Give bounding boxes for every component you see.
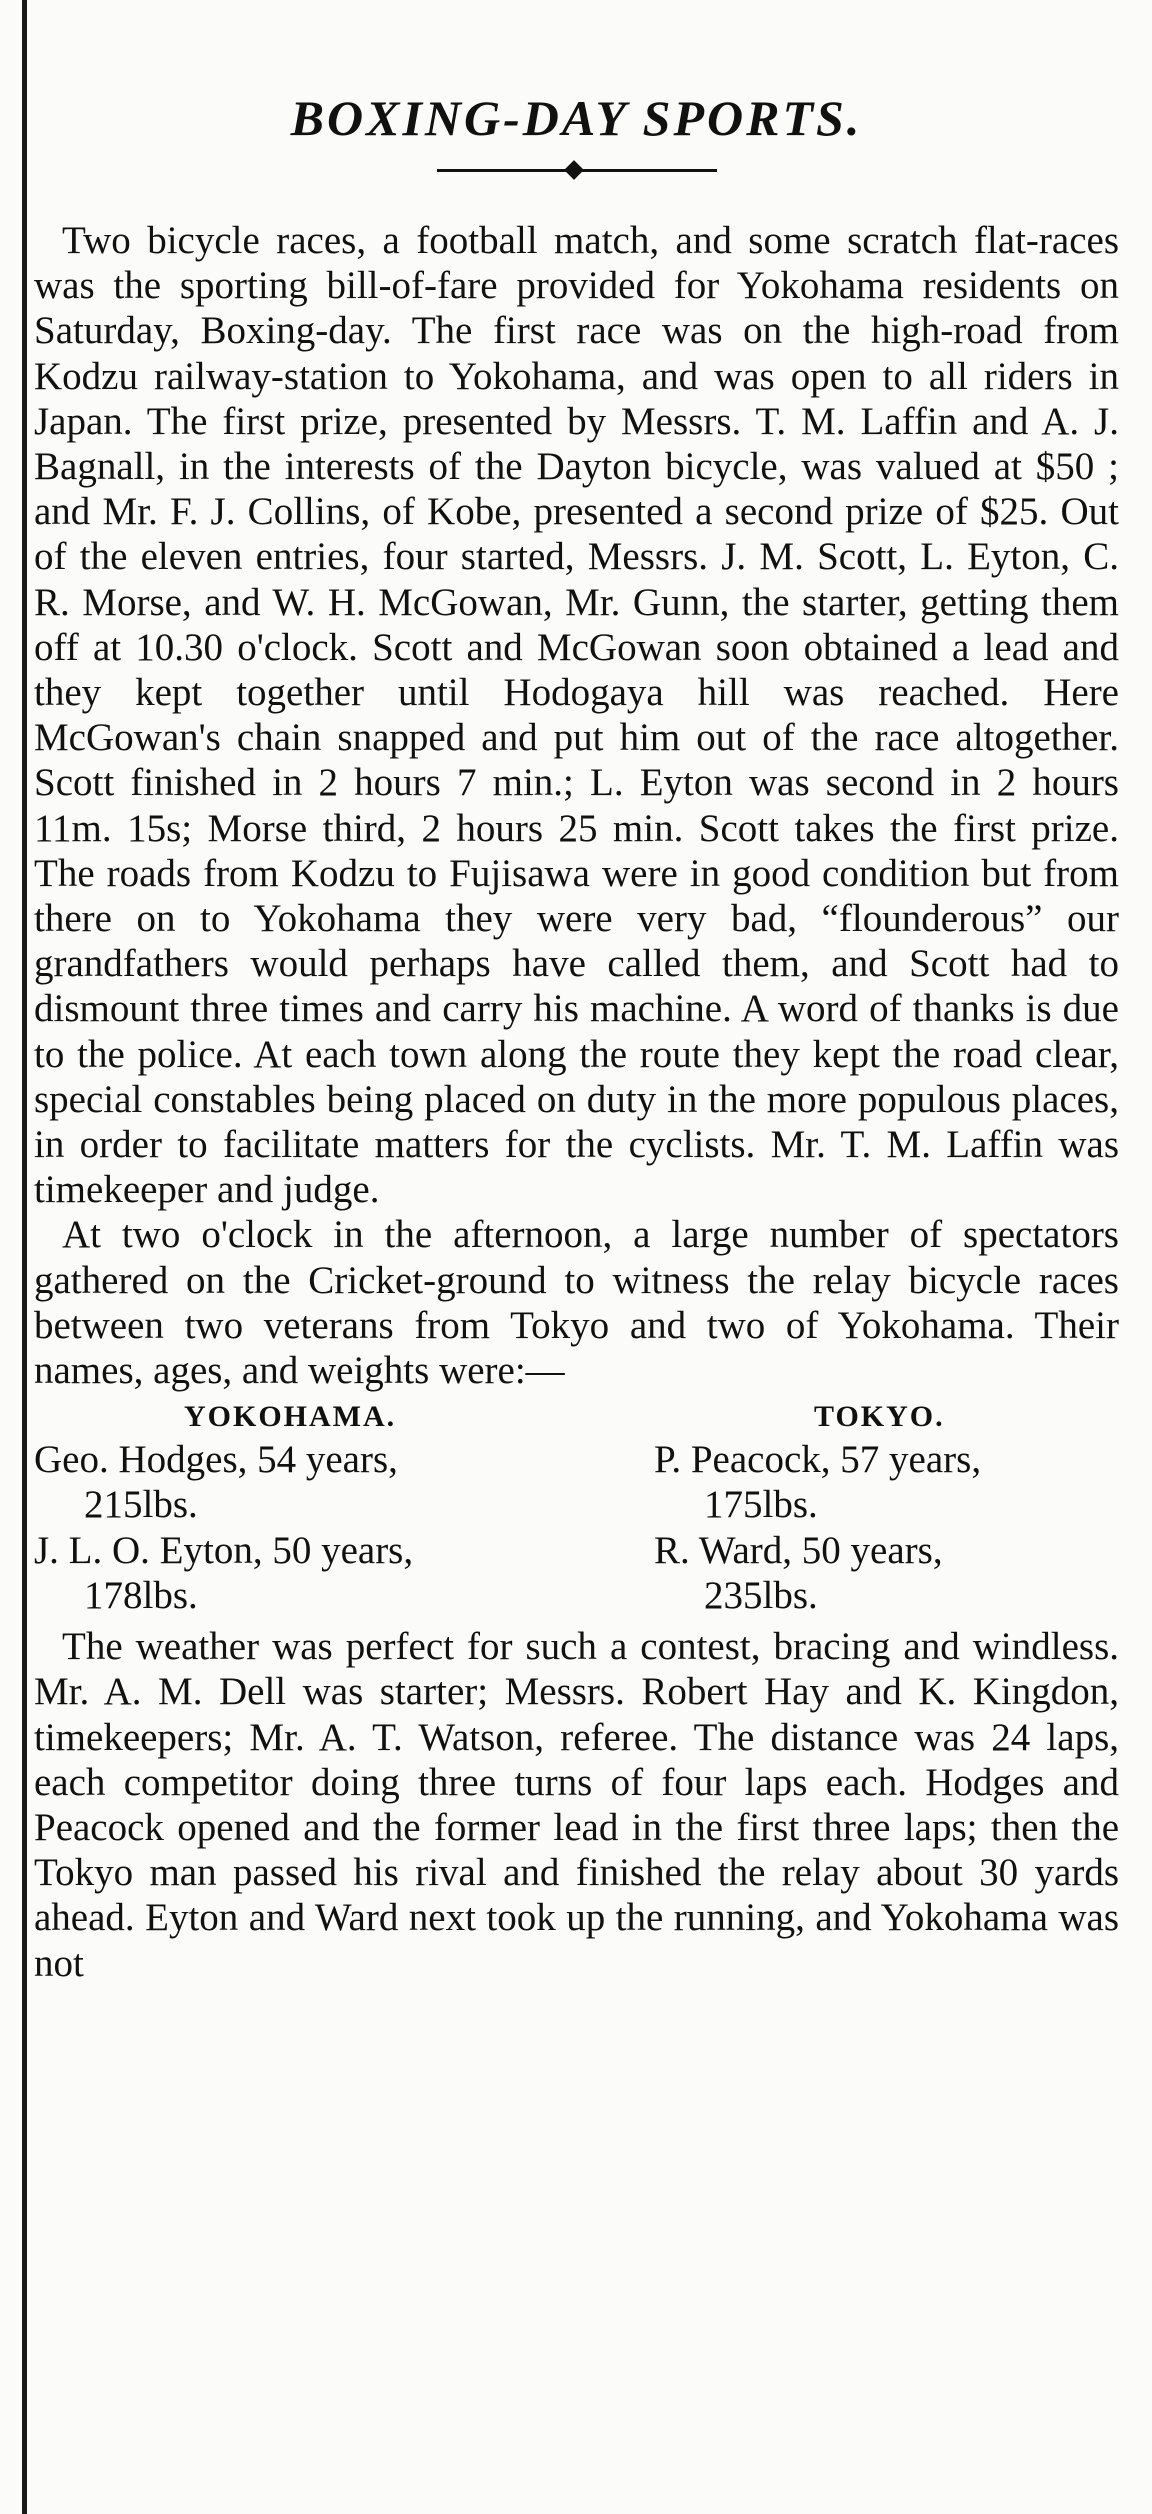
roster-entry-name: P. Peacock, 57 years, [654,1438,982,1482]
competitor-roster [34,1397,1119,1618]
roster-heading-yokohama: YOKOHAMA. [184,1400,397,1434]
roster-entry-name: Geo. Hodges, 54 years, [34,1438,398,1482]
paragraph-relay-intro: At two o'clock in the afternoon, a large number of spectators gathered on the Cricket-ground to witness the relay bicycle races between two veterans from Tokyo and two of Yokohama. Their names, ages, and weights were:— [34,1213,1119,1393]
roster-headings [34,1397,1119,1437]
roster-entry-weight: 178lbs. [84,1573,198,1617]
column-rule [22,0,27,2514]
roster-entry-name: R. Ward, 50 years, [654,1528,943,1572]
roster-entry-yokohama [34,1528,654,1618]
roster-entry-weight: 215lbs. [84,1483,198,1527]
roster-entry-name: J. L. O. Eyton, 50 years, [34,1528,414,1572]
roster-entry-tokyo [654,1528,1119,1618]
title-ornament [437,158,717,182]
roster-row [34,1528,1119,1618]
roster-entry-weight: 235lbs. [704,1573,818,1617]
ornament-diamond [564,160,584,180]
roster-heading-tokyo: TOKYO. [814,1400,945,1434]
paragraph-bicycle-road-race: Two bicycle races, a football match, and some scratch flat-races was the sporting bill-of-fare provided for Yokohama residents on Saturday, Boxing-day. The first race was on the high-road from Kodzu railway-station to Yokohama, and was open to all riders in Japan. The first prize, presented by Messrs. T. M. Laffin and A. J. Bagnall, in the interests of the Dayton bicycle, was valued at $50 ; and Mr. F. J. Collins, of Kobe, presented a second prize of $25. Out of the eleven entries, four started, Messrs. J. M. Scott, L. Eyton, C. R. Morse, and W. H. McGowan, Mr. Gunn, the starter, getting them off at 10.30 o'clock. Scott and McGowan soon obtained a lead and they kept together until Hodogaya hill was reached. Here McGowan's chain snapped and put him out of the race altogether. Scott finished in 2 hours 7 min.; L. Eyton was second in 2 hours 11m. 15s; Morse third, 2 hours 25 min. Scott takes the first prize. The roads from Kodzu to Fujisawa were in good condition but from there on to Yokohama they were very bad, “flounderous” our grandfathers would perhaps have called them, and Scott had to dismount three times and carry his machine. A word of thanks is due to the police. At each town along the route they kept the road clear, special constables being placed on duty in the more populous places, in order to facilitate matters for the cyclists. Mr. T. M. Laffin was timekeeper and judge. [34,219,1119,1212]
roster-entry-tokyo [654,1437,1119,1527]
article-title: BOXING-DAY SPORTS. [290,90,863,146]
roster-entry-yokohama [34,1437,654,1527]
roster-entry-weight: 175lbs. [704,1483,818,1527]
roster-row [34,1437,1119,1527]
paragraph-relay-race: The weather was perfect for such a contest, bracing and windless. Mr. A. M. Dell was starter; Messrs. Robert Hay and K. Kingdon, timekeepers; Mr. A. T. Watson, referee. The distance was 24 laps, each competitor doing three turns of four laps each. Hodges and Peacock opened and the former lead in the first three laps; then the Tokyo man passed his rival and finished the relay about 30 yards ahead. Eyton and Ward next took up the running, and Yokohama was not [34,1625,1119,1985]
article [34,0,1119,1986]
